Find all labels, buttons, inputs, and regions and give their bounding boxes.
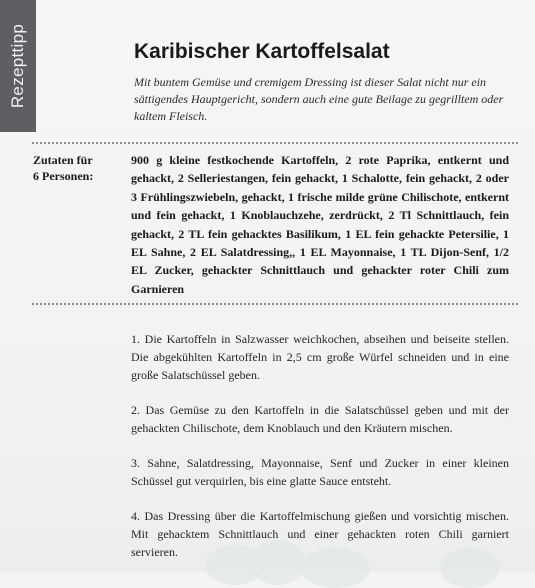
ingredients-label-line2: 6 Personen: <box>33 169 94 183</box>
side-tab <box>0 0 36 132</box>
dotted-divider <box>32 303 518 305</box>
ingredients-list: 900 g kleine festkochende Kartoffeln, 2 rote Paprika, entkernt und gehackt, 2 Selleriestangen, fein gehackt, 1 Schalotte, fein gehackt, 2 oder 3 Frühlingszwiebeln, gehackt, 1 frische milde grüne Chilischote, entkernt und fein gehackt, 1 Knoblauchzehe, zerdrückt, 2 Tl Schnittlauch, fein gehackt, 2 TL fein gehacktes Basilikum, 1 EL fein gehackte Petersilie, 1 EL Sahne, 2 EL Salatdressing,, 1 EL Mayonnaise, 1 TL Dijon-Senf, 1/2 EL Zucker, gehackter Schnittlauch und gehackter roter Chili zum Garnieren <box>131 153 509 296</box>
instruction-step: 2. Das Gemüse zu den Kartoffeln in die Salatschüssel geben und mit der gehackten Chilischote, dem Knoblauch und den Kräutern mischen. <box>131 403 509 435</box>
dotted-divider <box>32 142 518 144</box>
recipe-subtitle: Mit buntem Gemüse und cremigem Dressing ist dieser Salat nicht nur ein sättigendes Hauptgericht, sondern auch eine gute Beilage zu gegrilltem oder kaltem Fleisch. <box>134 75 504 123</box>
recipe-title: Karibischer Kartoffelsalat <box>134 40 390 63</box>
side-tab-label: Rezepttipp <box>8 23 27 109</box>
instructions <box>131 330 509 578</box>
ingredients-label-line1: Zutaten für <box>33 153 93 167</box>
instruction-step: 4. Das Dressing über die Kartoffelmischung gießen und vorsichtig mischen. Mit gehacktem Schnittlauch und einer gehackten roten Chili garniert servieren. <box>131 509 509 559</box>
instruction-step: 1. Die Kartoffeln in Salzwasser weichkochen, abseihen und beiseite stellen. Die abgekühlten Kartoffeln in 2,5 cm große Würfel schneiden und in eine große Salatschüssel geben. <box>131 332 509 382</box>
ingredients-label <box>33 152 93 184</box>
instruction-step: 3. Sahne, Salatdressing, Mayonnaise, Senf und Zucker in einer kleinen Schüssel gut verquirlen, bis eine glatte Sauce entsteht. <box>131 456 509 488</box>
